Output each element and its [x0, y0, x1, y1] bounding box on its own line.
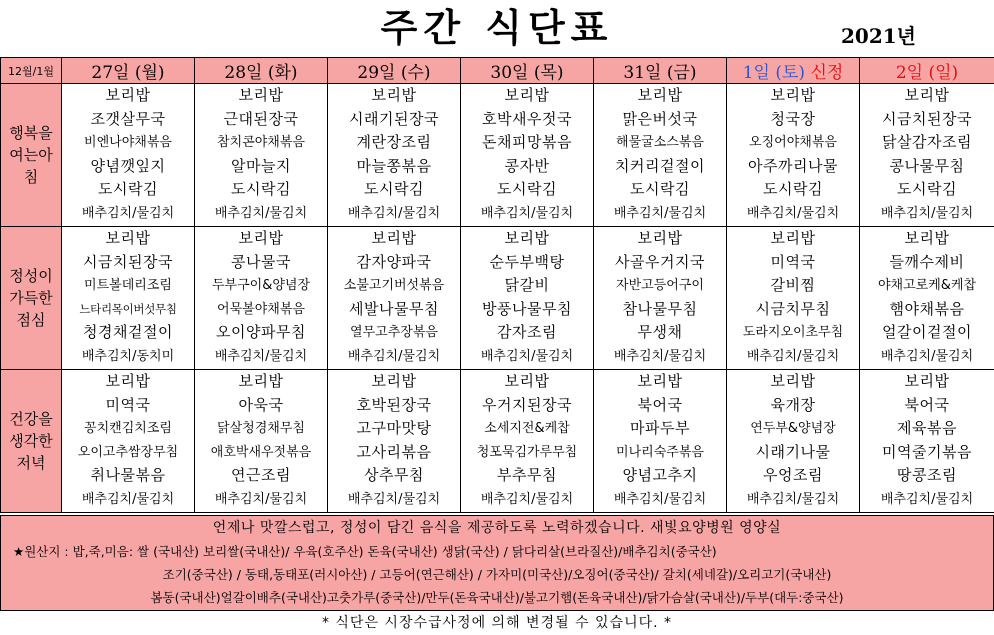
menu-item: 보리밥	[504, 229, 550, 247]
menu-item: 소세지전&케찹	[484, 421, 570, 437]
menu-item: 아욱국	[238, 395, 284, 414]
menu-item: 느타리목이버섯무침	[79, 301, 177, 316]
menu-item: 시금치된장국	[882, 109, 972, 128]
menu-item: 도시락김	[231, 180, 291, 199]
menu-item: 배추김치/물김치	[81, 205, 175, 221]
page-title: 주간 식단표	[380, 5, 614, 50]
menu-item: 도시락김	[897, 180, 957, 199]
menu-item: 보리밥	[904, 372, 950, 390]
menu-cell-dinner-sat	[727, 370, 860, 513]
menu-item: 보리밥	[238, 372, 284, 390]
menu-item: 마파두부	[630, 419, 690, 438]
menu-item: 고사리볶음	[356, 442, 432, 461]
menu-item: 도시락김	[497, 180, 557, 199]
day-header-fri: 31일 (금)	[594, 58, 727, 84]
menu-item: 배추김치/물김치	[480, 205, 574, 221]
menu-item: 양념고추지	[622, 466, 698, 485]
menu-item: 아주까리나물	[748, 156, 838, 175]
meal-label-breakfast: 행복을 여는아 침	[1, 84, 62, 227]
meal-row-breakfast	[1, 84, 994, 227]
menu-cell-lunch-thu	[461, 227, 594, 370]
menu-cell-breakfast-wed	[328, 84, 461, 227]
menu-item: 들깨수제비	[889, 252, 965, 271]
menu-cell-dinner-thu	[461, 370, 594, 513]
menu-item: 연두부&양념장	[750, 421, 836, 437]
menu-item: 보리밥	[770, 86, 816, 104]
menu-item: 배추김치/물김치	[81, 491, 175, 507]
menu-item: 청포묵김가루무침	[476, 444, 578, 460]
menu-item: 배추김치/물김치	[746, 348, 840, 364]
menu-item: 갈비찜	[770, 276, 816, 295]
menu-item: 육개장	[770, 395, 816, 414]
menu-item: 보리밥	[371, 372, 417, 390]
menu-item: 보리밥	[637, 86, 683, 104]
menu-item: 시금치된장국	[83, 252, 173, 271]
menu-item: 배추김치/물김치	[613, 491, 707, 507]
menu-cell-lunch-fri	[594, 227, 727, 370]
menu-item: 근대된장국	[223, 109, 299, 128]
menu-item: 배추김치/물김치	[746, 491, 840, 507]
menu-cell-dinner-tue	[195, 370, 328, 513]
menu-item: 닭갈비	[504, 276, 550, 295]
menu-item: 북어국	[904, 395, 950, 414]
menu-item: 배추김치/물김치	[613, 205, 707, 221]
menu-item: 무생채	[637, 323, 683, 342]
menu-item: 소불고기버섯볶음	[343, 278, 445, 294]
menu-item: 배추김치/물김치	[880, 491, 974, 507]
menu-item: 돈채피망볶음	[482, 133, 572, 152]
menu-cell-dinner-wed	[328, 370, 461, 513]
menu-item: 햄야채볶음	[889, 299, 965, 318]
menu-item: 배추김치/물김치	[214, 348, 308, 364]
menu-cell-breakfast-tue	[195, 84, 328, 227]
origin-line-1: ★원산지 : 밥,죽,미음: 쌀 (국내산) 보리쌀(국내산)/ 우육(호주산) 돈육(국내산) 생닭(국산) / 닭다리살(브라질산)/배추김치(중국산)	[13, 544, 717, 559]
slogan: 언제나 맛깔스럽고, 정성이 담긴 음식을 제공하도록 노력하겠습니다. 새빛요양병원 영양실	[212, 520, 782, 536]
menu-item: 배추김치/물김치	[214, 491, 308, 507]
menu-cell-lunch-sun	[860, 227, 994, 370]
menu-item: 해물굴소스볶음	[616, 135, 704, 151]
menu-item: 닭살청경채무침	[217, 421, 305, 437]
meal-label-dinner: 건강을 생각한 저녁	[1, 370, 62, 513]
menu-item: 꽁치캔김치조림	[84, 421, 172, 437]
menu-item: 배추김치/동치미	[81, 348, 175, 364]
menu-cell-breakfast-mon	[62, 84, 195, 227]
menu-item: 배추김치/물김치	[880, 348, 974, 364]
menu-item: 호박새우젓국	[482, 109, 572, 128]
menu-item: 북어국	[637, 395, 683, 414]
origin-line-2: 조기(중국산) / 동태,동태포(러시아산) / 고등어(연근해산) / 가자미(미국산)/오징어(중국산)/ 갈치(세네갈)/오리고기(국내산)	[162, 567, 832, 582]
menu-item: 보리밥	[770, 372, 816, 390]
menu-item: 비엔나야채볶음	[84, 135, 172, 151]
menu-item: 두부구이&양념장	[211, 278, 311, 294]
menu-cell-lunch-sat	[727, 227, 860, 370]
menu-cell-dinner-mon	[62, 370, 195, 513]
menu-item: 애호박새우젓볶음	[210, 444, 312, 460]
day-header-tue: 28일 (화)	[195, 58, 328, 84]
origin-footer	[0, 515, 994, 611]
menu-item: 보리밥	[371, 229, 417, 247]
menu-item: 콩나물국	[231, 252, 291, 271]
menu-cell-dinner-sun	[860, 370, 994, 513]
day-header-row	[1, 58, 994, 84]
day-header-sun: 2일 (일)	[860, 58, 994, 84]
day-header-mon: 27일 (월)	[62, 58, 195, 84]
menu-item: 열무고추장볶음	[350, 325, 438, 341]
day-header-sat	[727, 58, 860, 84]
year-label: 2021년	[841, 24, 916, 48]
menu-item: 도시락김	[98, 180, 158, 199]
menu-item: 조갯살무국	[90, 109, 166, 128]
menu-item: 보리밥	[238, 86, 284, 104]
menu-item: 얼갈이겉절이	[882, 323, 972, 342]
menu-cell-dinner-fri	[594, 370, 727, 513]
menu-item: 치커리겉절이	[615, 156, 705, 175]
menu-item: 계란장조림	[356, 133, 432, 152]
menu-item: 보리밥	[637, 372, 683, 390]
menu-item: 도라지오이초무침	[742, 325, 844, 341]
menu-item: 참치콘야채볶음	[217, 135, 305, 151]
menu-item: 미역국	[105, 395, 151, 414]
menu-item: 보리밥	[770, 229, 816, 247]
menu-item: 도시락김	[364, 180, 424, 199]
menu-item: 마늘쫑볶음	[356, 156, 432, 175]
weekly-menu-table	[0, 57, 994, 513]
menu-item: 연근조림	[231, 466, 291, 485]
menu-item: 배추김치/물김치	[480, 491, 574, 507]
menu-item: 자반고등어구이	[616, 278, 704, 294]
menu-item: 알마늘지	[231, 156, 291, 175]
day-header-thu: 30일 (목)	[461, 58, 594, 84]
menu-item: 양념깻잎지	[90, 156, 166, 175]
menu-cell-breakfast-fri	[594, 84, 727, 227]
menu-item: 보리밥	[238, 229, 284, 247]
day-header-wed: 29일 (수)	[328, 58, 461, 84]
menu-cell-lunch-mon	[62, 227, 195, 370]
menu-item: 청경채겉절이	[83, 323, 173, 342]
menu-item: 배추김치/물김치	[613, 348, 707, 364]
menu-item: 보리밥	[371, 86, 417, 104]
menu-item: 콩나물무침	[889, 156, 965, 175]
menu-item: 야채고로케&케찹	[877, 278, 977, 294]
menu-item: 배추김치/물김치	[347, 491, 441, 507]
menu-item: 배추김치/물김치	[214, 205, 308, 221]
menu-cell-breakfast-thu	[461, 84, 594, 227]
holiday-label: 신정	[810, 63, 844, 83]
day-header-sat-date: 1일 (토)	[742, 63, 806, 83]
change-notice: * 식단은 시장수급사정에 의해 변경될 수 있습니다. *	[321, 615, 673, 631]
menu-item: 보리밥	[904, 86, 950, 104]
menu-item: 방풍나물무침	[482, 299, 572, 318]
menu-item: 배추김치/물김치	[480, 348, 574, 364]
menu-item: 배추김치/물김치	[746, 205, 840, 221]
menu-item: 시래기나물	[755, 442, 831, 461]
menu-item: 보리밥	[637, 229, 683, 247]
menu-item: 상추무침	[364, 466, 424, 485]
menu-item: 제육볶음	[897, 419, 957, 438]
origin-line-3: 봄동(국내산)얼갈이배추(국내산)고춧가루(중국산)/만두(돈육국내산)/불고기햄(돈육국내산)/닭가슴살(국내산)/두부(대두:중국산)	[150, 590, 844, 605]
menu-item: 순두부백탕	[489, 252, 565, 271]
menu-item: 호박된장국	[356, 395, 432, 414]
menu-cell-lunch-tue	[195, 227, 328, 370]
meal-row-dinner	[1, 370, 994, 513]
menu-item: 미트볼데리조림	[84, 278, 172, 294]
meal-row-lunch	[1, 227, 994, 370]
menu-item: 보리밥	[904, 229, 950, 247]
menu-item: 콩자반	[504, 156, 550, 175]
menu-item: 어묵볼야채볶음	[217, 301, 305, 317]
menu-cell-breakfast-sun	[860, 84, 994, 227]
menu-item: 미나리숙주볶음	[616, 444, 704, 460]
menu-item: 배추김치/물김치	[347, 205, 441, 221]
menu-item: 배추김치/물김치	[880, 205, 974, 221]
menu-item: 미역국	[770, 252, 816, 271]
menu-item: 세발나물무침	[349, 299, 439, 318]
menu-item: 오징어야채볶음	[749, 135, 837, 151]
menu-item: 감자양파국	[356, 252, 432, 271]
menu-item: 시금치무침	[755, 299, 831, 318]
menu-item: 사골우거지국	[615, 252, 705, 271]
menu-item: 참나물무침	[622, 299, 698, 318]
menu-item: 시래기된장국	[349, 109, 439, 128]
menu-item: 보리밥	[105, 229, 151, 247]
menu-item: 오이양파무침	[216, 323, 306, 342]
menu-item: 부추무침	[497, 466, 557, 485]
menu-item: 도시락김	[630, 180, 690, 199]
menu-item: 우거지된장국	[482, 395, 572, 414]
month-label: 12월/1월	[1, 58, 62, 84]
menu-item: 맑은버섯국	[622, 109, 698, 128]
menu-item: 도시락김	[763, 180, 823, 199]
menu-cell-lunch-wed	[328, 227, 461, 370]
menu-item: 감자조림	[497, 323, 557, 342]
menu-item: 보리밥	[504, 86, 550, 104]
menu-item: 보리밥	[105, 86, 151, 104]
menu-cell-breakfast-sat	[727, 84, 860, 227]
menu-item: 청국장	[770, 109, 816, 128]
menu-item: 취나물볶음	[90, 466, 166, 485]
menu-item: 보리밥	[105, 372, 151, 390]
menu-item: 미역줄기볶음	[882, 442, 972, 461]
menu-item: 우엉조림	[763, 466, 823, 485]
menu-item: 땅콩조림	[897, 466, 957, 485]
meal-label-lunch: 정성이 가득한 점심	[1, 227, 62, 370]
menu-item: 고구마맛탕	[356, 419, 432, 438]
menu-item: 배추김치/물김치	[347, 348, 441, 364]
menu-item: 보리밥	[504, 372, 550, 390]
menu-item: 닭살감자조림	[882, 133, 972, 152]
menu-item: 오이고추쌈장무침	[77, 444, 179, 460]
